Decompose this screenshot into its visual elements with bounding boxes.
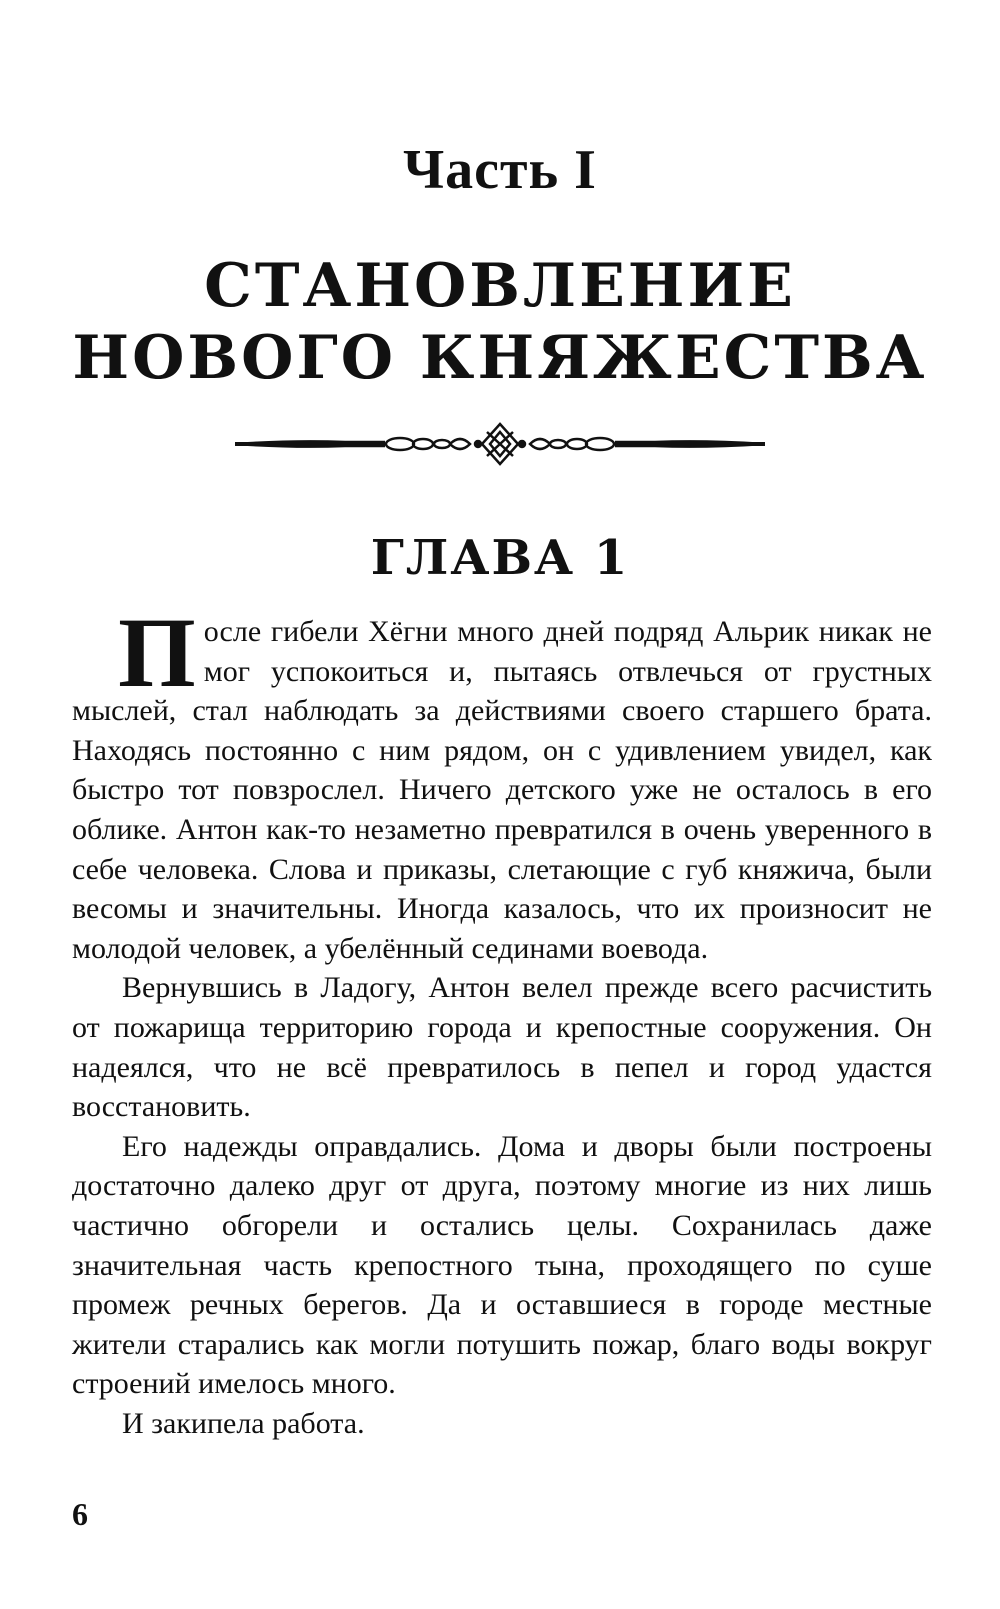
book-title	[0, 250, 1000, 394]
body-text	[72, 597, 932, 1443]
chapter-title: ГЛАВА 1	[370, 530, 630, 586]
drop-cap: П	[118, 597, 196, 708]
paragraph-1	[72, 597, 932, 968]
paragraph-1-text: осле гибели Хёгни много дней подряд Альрик никак не мог успокоиться и, пытаясь отвлечься от грустных мыслей, стал наблюдать за действиями своего старшего брата. Находясь постоянно с ним рядом, он с удивлением увидел, как быстро тот повзрослел. Ничего детского уже не осталось в его облике. Антон как-то незаметно превратился в очень уверенного в себе человека. Слова и приказы, слетающие с губ княжича, были весомы и значительны. Иногда казалось, что их произносит не молодой человек, а убелённый сединами воевода.	[72, 615, 932, 965]
paragraph-3: Его надежды оправдались. Дома и дворы были построены достаточно далеко друг от друга, поэтому многие из них лишь частично обгорели и остались целы. Сохранилась даже значительная часть крепостного тына, проходящего по суше промеж речных берегов. Да и оставшиеся в городе местные жители старались как могли потушить пожар, благо воды вокруг строений имелось много.	[72, 1129, 932, 1401]
ornament-divider	[235, 418, 765, 470]
page-number: 6	[72, 1496, 88, 1532]
book-title-line-1: СТАНОВЛЕНИЕ	[204, 251, 796, 321]
paragraph-2: Вернувшись в Ладогу, Антон велел прежде всего расчистить от пожарища территорию города и крепостные сооружения. Он надеялся, что не всё превратилось в пепел и город удастся восстановить.	[72, 971, 932, 1124]
book-title-line-2: НОВОГО КНЯЖЕСТВА	[72, 323, 928, 393]
paragraph-4: И закипела работа.	[122, 1406, 365, 1440]
part-title: Часть I	[403, 139, 597, 201]
